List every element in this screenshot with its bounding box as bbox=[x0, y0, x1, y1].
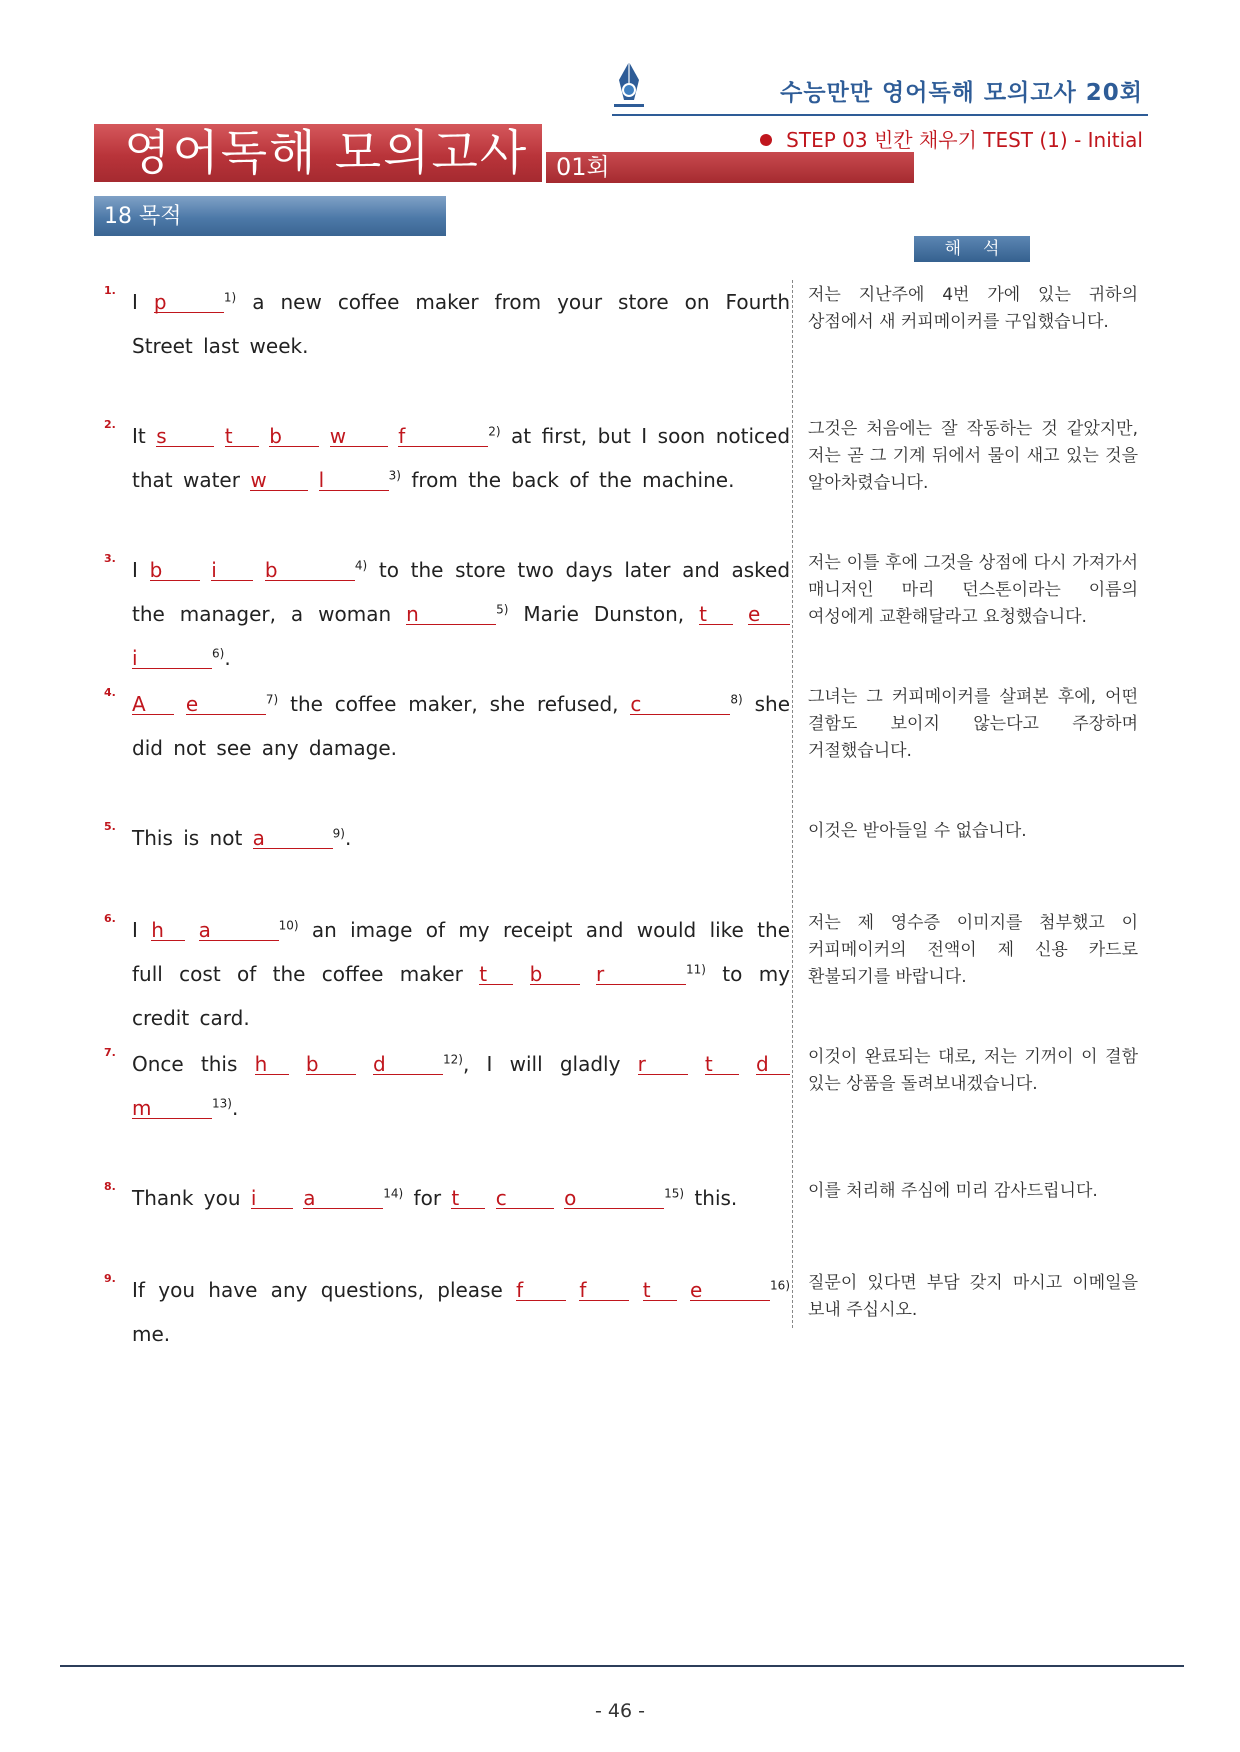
english-sentence bbox=[132, 682, 790, 770]
blank-number: 6) bbox=[212, 646, 225, 661]
sentence-text: a new coffee maker from your store on Fourth Street last week. bbox=[132, 290, 790, 358]
korean-translation: 이것이 완료되는 대로, 저는 기꺼이 이 결함 있는 상품을 돌려보내겠습니다. bbox=[808, 1047, 1138, 1094]
answer-blank[interactable]: m bbox=[132, 1098, 212, 1119]
answer-blank[interactable]: t bbox=[479, 964, 513, 985]
answer-blank[interactable]: p bbox=[154, 292, 224, 313]
item-number: 7. bbox=[104, 1046, 116, 1059]
sentence-text bbox=[185, 918, 198, 942]
answer-blank[interactable]: b bbox=[306, 1054, 356, 1075]
bullet-icon bbox=[760, 134, 772, 146]
answer-blank[interactable]: t bbox=[225, 426, 259, 447]
item-number: 3. bbox=[104, 552, 116, 565]
title-banner bbox=[94, 124, 542, 182]
answer-blank[interactable]: i bbox=[132, 648, 212, 669]
sentence-text bbox=[293, 1186, 303, 1210]
sentence-text: , I will gladly bbox=[462, 1052, 638, 1076]
sentence-text: This is not bbox=[132, 826, 253, 850]
sentence-text: for bbox=[403, 1186, 452, 1210]
answer-blank[interactable]: a bbox=[253, 828, 333, 849]
answer-blank[interactable]: w bbox=[250, 470, 308, 491]
sentence-text bbox=[629, 1278, 642, 1302]
english-sentence bbox=[132, 1268, 790, 1356]
sentence-text: this. bbox=[684, 1186, 738, 1210]
sentence-text: . bbox=[345, 826, 352, 850]
blank-number: 5) bbox=[496, 602, 509, 617]
sentence-text: to the store two days later and asked the manager, a woman bbox=[132, 558, 791, 626]
korean-translation: 이것은 받아들일 수 없습니다. bbox=[808, 821, 1027, 841]
answer-blank[interactable]: d bbox=[756, 1054, 790, 1075]
korean-translation: 이를 처리해 주심에 미리 감사드립니다. bbox=[808, 1181, 1098, 1201]
blank-number: 15) bbox=[664, 1186, 685, 1201]
column-divider bbox=[792, 280, 793, 1328]
blank-number: 4) bbox=[354, 558, 368, 573]
korean-translation: 그것은 처음에는 잘 작동하는 것 같았지만, 저는 곧 그 기계 뒤에서 물이 새고 있는 것을 알아차렸습니다. bbox=[808, 419, 1138, 493]
sentence-text: at first, but I soon noticed that water bbox=[132, 424, 791, 492]
sentence-text: I bbox=[132, 558, 150, 582]
item-number: 4. bbox=[104, 686, 116, 699]
section-title: 18 목적 bbox=[104, 204, 182, 229]
sentence-text bbox=[554, 1186, 564, 1210]
answer-blank[interactable]: i bbox=[211, 560, 253, 581]
answer-blank[interactable]: f bbox=[579, 1280, 629, 1301]
sentence-text: It bbox=[132, 424, 157, 448]
item-number: 5. bbox=[104, 820, 116, 833]
sentence-text bbox=[733, 602, 748, 626]
answer-blank[interactable]: h bbox=[255, 1054, 289, 1075]
banner-number: 01회 bbox=[556, 153, 610, 181]
sentence-text bbox=[739, 1052, 756, 1076]
sentence-text bbox=[688, 1052, 705, 1076]
sentence-text: to my credit card. bbox=[132, 962, 791, 1030]
answer-blank[interactable]: n bbox=[406, 604, 496, 625]
item-number: 2. bbox=[104, 418, 116, 431]
english-sentence bbox=[132, 414, 790, 502]
item-number: 9. bbox=[104, 1272, 116, 1285]
english-sentence bbox=[132, 280, 790, 368]
answer-blank[interactable]: A bbox=[132, 694, 174, 715]
blank-number: 9) bbox=[332, 826, 345, 841]
sentence-text: Once this bbox=[132, 1052, 255, 1076]
answer-blank[interactable]: c bbox=[496, 1188, 554, 1209]
answer-blank[interactable]: b bbox=[150, 560, 200, 581]
blank-number: 11) bbox=[685, 962, 706, 977]
english-sentence bbox=[132, 816, 790, 860]
english-sentence bbox=[132, 1176, 790, 1220]
sentence-text bbox=[308, 468, 318, 492]
sentence-text bbox=[174, 692, 186, 716]
english-sentence bbox=[132, 908, 790, 1040]
sentence-text bbox=[580, 962, 596, 986]
sentence-text: the coffee maker, she refused, bbox=[278, 692, 631, 716]
sentence-text bbox=[259, 424, 270, 448]
sentence-text: me. bbox=[132, 1322, 171, 1346]
sentence-text bbox=[513, 962, 529, 986]
item-number: 8. bbox=[104, 1180, 116, 1193]
english-sentence bbox=[132, 1042, 790, 1130]
blank-number: 8) bbox=[730, 692, 743, 707]
answer-blank[interactable]: t bbox=[643, 1280, 677, 1301]
sentence-text: an image of my receipt and would like the full cost of the coffee maker bbox=[132, 918, 791, 986]
banner-title: 영어독해 모의고사 bbox=[124, 125, 529, 181]
sentence-text: . bbox=[224, 646, 231, 670]
blank-number: 13) bbox=[212, 1096, 232, 1111]
sentence-text bbox=[566, 1278, 579, 1302]
answer-blank[interactable]: o bbox=[564, 1188, 664, 1209]
answer-blank[interactable]: e bbox=[186, 694, 266, 715]
answer-blank[interactable]: t bbox=[705, 1054, 739, 1075]
english-sentence bbox=[132, 548, 790, 680]
korean-translation: 그녀는 그 커피메이커를 살펴본 후에, 어떤 결함도 보이지 않는다고 주장하며 거절했습니다. bbox=[808, 687, 1138, 761]
answer-blank[interactable]: t bbox=[699, 604, 733, 625]
korean-translation: 질문이 있다면 부담 갖지 마시고 이메일을 보내 주십시오. bbox=[808, 1273, 1138, 1320]
sentence-text: I bbox=[132, 290, 154, 314]
answer-blank[interactable]: e bbox=[748, 604, 790, 625]
blank-number: 14) bbox=[383, 1186, 404, 1201]
series-title: 수능만만 영어독해 모의고사 20회 bbox=[780, 80, 1143, 106]
sentence-text bbox=[214, 424, 225, 448]
sentence-text bbox=[289, 1052, 306, 1076]
korean-translation: 저는 제 영수증 이미지를 첨부했고 이 커피메이커의 전액이 제 신용 카드로 환불되기를 바랍니다. bbox=[808, 913, 1138, 987]
sentence-text: If you have any questions, please bbox=[132, 1278, 517, 1302]
sentence-text: I bbox=[132, 918, 152, 942]
answer-blank[interactable]: e bbox=[690, 1280, 770, 1301]
answer-blank[interactable]: f bbox=[398, 426, 488, 447]
sentence-text bbox=[253, 558, 265, 582]
answer-blank[interactable]: b bbox=[265, 560, 355, 581]
answer-blank[interactable]: s bbox=[156, 426, 214, 447]
sentence-text: from the back of the machine. bbox=[401, 468, 735, 492]
answer-blank[interactable]: b bbox=[269, 426, 319, 447]
section-header bbox=[94, 196, 446, 236]
sentence-text: she did not see any damage. bbox=[132, 692, 791, 760]
sentence-text: . bbox=[231, 1096, 239, 1120]
answer-blank[interactable]: t bbox=[451, 1188, 485, 1209]
footer-divider bbox=[60, 1665, 1184, 1667]
translation-badge: 해석 bbox=[914, 236, 1030, 262]
pen-nib-globe-icon bbox=[612, 60, 646, 116]
answer-blank[interactable]: r bbox=[638, 1054, 688, 1075]
answer-blank[interactable]: h bbox=[151, 920, 185, 941]
answer-blank[interactable]: w bbox=[330, 426, 388, 447]
item-number: 1. bbox=[104, 284, 116, 297]
sentence-text bbox=[677, 1278, 690, 1302]
blank-number: 2) bbox=[488, 424, 501, 439]
blank-number: 3) bbox=[388, 468, 401, 483]
sentence-text bbox=[388, 424, 399, 448]
step-label-text: STEP 03 빈칸 채우기 TEST (1) - Initial bbox=[786, 128, 1143, 152]
korean-translation: 저는 지난주에 4번 가에 있는 귀하의 상점에서 새 커피메이커를 구입했습니다. bbox=[808, 285, 1138, 332]
sentence-text bbox=[485, 1186, 495, 1210]
korean-translation: 저는 이틀 후에 그것을 상점에 다시 가져가서 매니저인 마리 던스톤이라는 이름의 여성에게 교환해달라고 요청했습니다. bbox=[808, 553, 1138, 627]
sentence-text bbox=[200, 558, 212, 582]
answer-blank[interactable]: a bbox=[199, 920, 279, 941]
sentence-text bbox=[319, 424, 330, 448]
item-number: 6. bbox=[104, 912, 116, 925]
answer-blank[interactable]: l bbox=[319, 470, 389, 491]
blank-number: 16) bbox=[770, 1278, 790, 1293]
sentence-text: Marie Dunston, bbox=[508, 602, 700, 626]
page-number: - 46 - bbox=[595, 1700, 645, 1722]
answer-blank[interactable]: a bbox=[303, 1188, 383, 1209]
blank-number: 10) bbox=[278, 918, 299, 933]
answer-blank[interactable]: f bbox=[516, 1280, 566, 1301]
blank-number: 7) bbox=[265, 692, 279, 707]
answer-blank[interactable]: r bbox=[596, 964, 686, 985]
answer-blank[interactable]: d bbox=[373, 1054, 443, 1075]
step-label bbox=[760, 124, 1143, 153]
blank-number: 12) bbox=[443, 1052, 463, 1067]
answer-blank[interactable]: i bbox=[251, 1188, 293, 1209]
blank-number: 1) bbox=[223, 290, 237, 305]
sentence-text bbox=[356, 1052, 373, 1076]
answer-blank[interactable]: c bbox=[630, 694, 730, 715]
answer-blank[interactable]: b bbox=[530, 964, 580, 985]
sentence-text: Thank you bbox=[132, 1186, 251, 1210]
header-divider bbox=[612, 114, 1148, 116]
